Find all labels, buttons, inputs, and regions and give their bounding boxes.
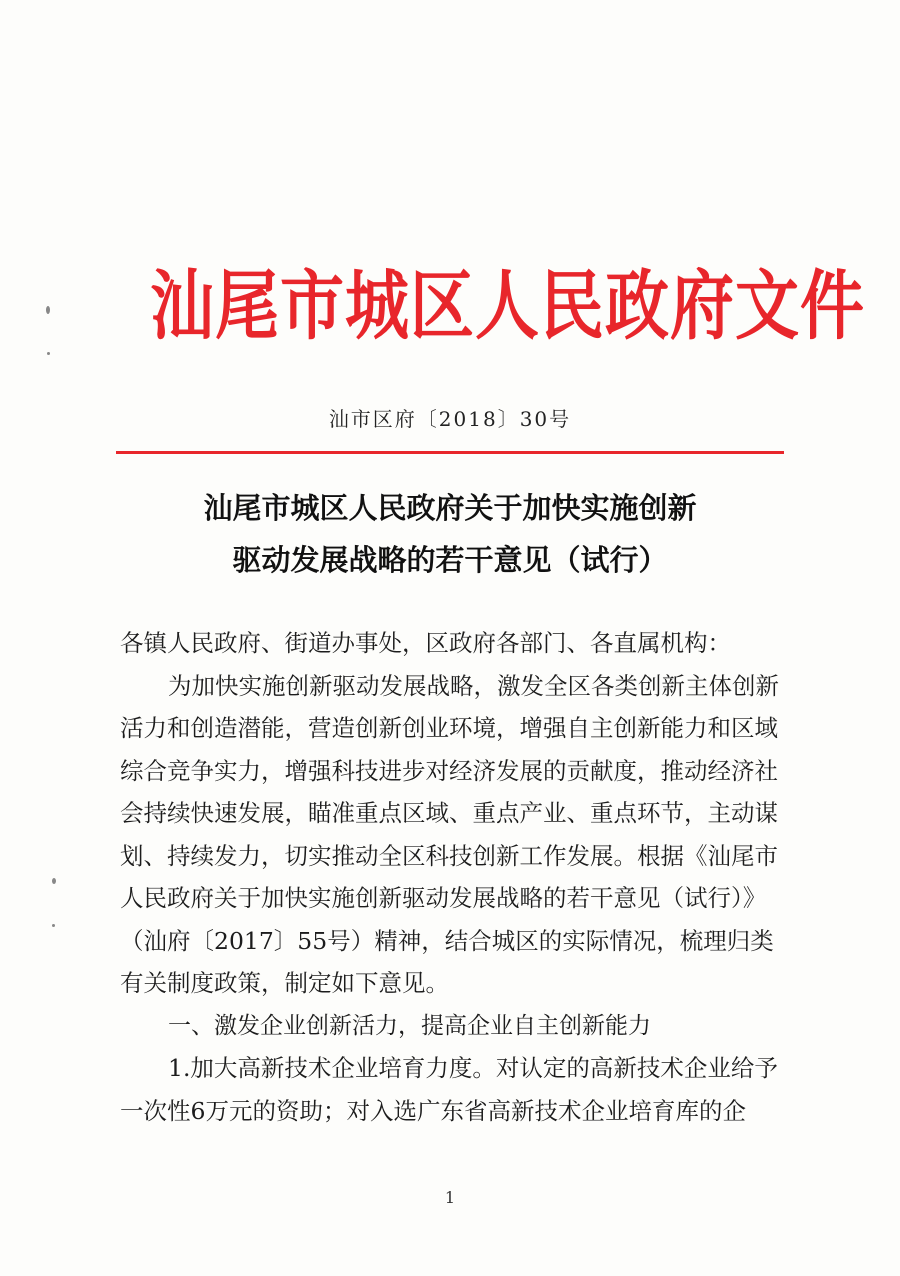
body-line: 为加快实施创新驱动发展战略，激发全区各类创新主体创新: [168, 671, 779, 700]
body-line: 划、持续发力，切实推动全区科技创新工作发展。根据《汕尾市: [120, 841, 778, 870]
body-line: 有关制度政策，制定如下意见。: [120, 969, 449, 997]
red-divider-line: [116, 451, 784, 454]
body-line: （汕府〔2017〕55号）精神，结合城区的实际情况，梳理归类: [120, 926, 774, 955]
page-number: 1: [444, 1188, 456, 1207]
scan-speck: [52, 924, 55, 927]
body-line: 人民政府关于加快实施创新驱动发展战略的若干意见（试行）》: [120, 884, 767, 912]
document-body: [120, 622, 800, 1132]
document-title-line-1: 汕尾市城区人民政府关于加快实施创新: [203, 491, 697, 525]
scan-speck: [52, 878, 56, 884]
issuer-title: 汕尾市城区人民政府文件: [150, 262, 865, 351]
scan-speck: [46, 306, 50, 314]
salutation: 各镇人民政府、街道办事处，区政府各部门、各直属机构：: [120, 629, 731, 657]
body-line: 1.加大高新技术企业培育力度。对认定的高新技术企业给予: [168, 1054, 778, 1082]
section-heading: 一、激发企业创新活力，提高企业自主创新能力: [168, 1012, 651, 1039]
document-title: [100, 482, 800, 586]
body-line: 综合竞争实力，增强科技进步对经济发展的贡献度，推动经济社: [120, 756, 778, 785]
document-number: 汕市区府〔2018〕30号: [328, 407, 572, 431]
body-line: 活力和创造潜能，营造创新创业环境，增强自主创新能力和区域: [120, 714, 778, 742]
body-line: 会持续快速发展，瞄准重点区域、重点产业、重点环节，主动谋: [120, 799, 778, 827]
scan-speck: [47, 352, 50, 355]
document-title-line-2: 驱动发展战略的若干意见（试行）: [232, 543, 668, 577]
body-line: 一次性6万元的资助；对入选广东省高新技术企业培育库的企: [120, 1096, 746, 1125]
